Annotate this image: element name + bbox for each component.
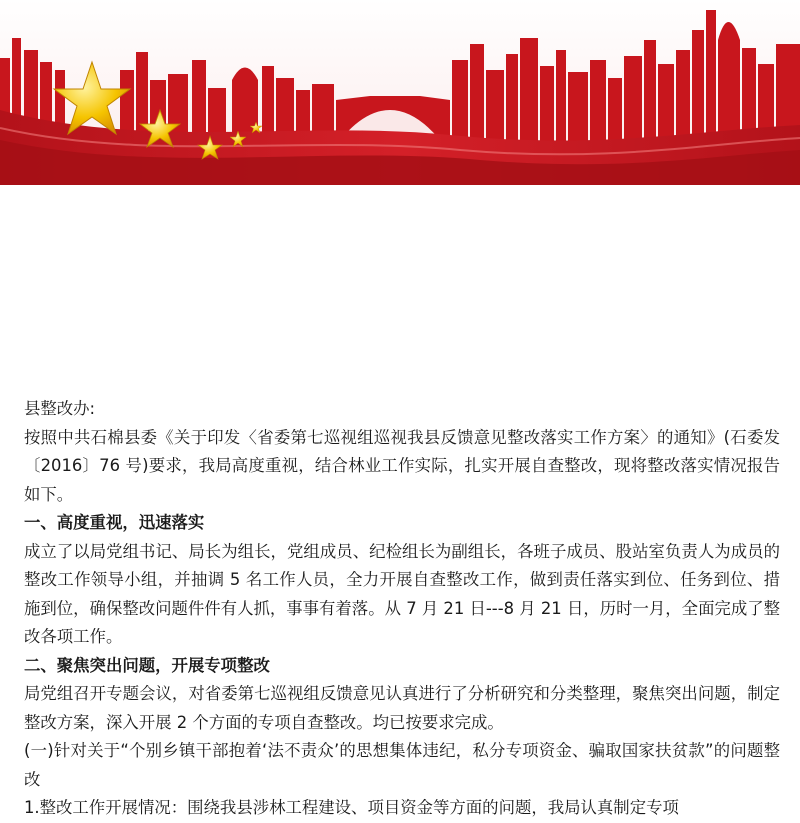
subsection-paragraph-1: (一)针对关于“个别乡镇干部抱着‘法不责众’的思想集体违纪，私分专项资金、骗取国家扶贫款”的问题整改 xyxy=(24,741,780,789)
section-paragraph-1: 成立了以局党组书记、局长为组长，党组成员、纪检组长为副组长，各班子成员、股站室负责人为成员的整改工作领导小组，并抽调 5 名工作人员，全力开展自查整改工作，做到责任落实到位、任务到位、措施到位，确保整改问题件件有人抓，事事有着落。从 7 月 21 日---8 月 21 日，历时一月，全面完成了整改各项工作。 xyxy=(24,541,781,646)
section-paragraph-2: 局党组召开专题会议，对省委第七巡视组反馈意见认真进行了分析研究和分类整理，聚焦突出问题，制定整改方案，深入开展 2 个方面的专项自查整改。均已按要求完成。 xyxy=(24,684,780,732)
section-heading-2: 二、聚焦突出问题，开展专项整改 xyxy=(24,655,270,675)
section-heading-1: 一、高度重视，迅速落实 xyxy=(24,513,205,532)
red-banner-header xyxy=(0,0,800,185)
document-body xyxy=(24,395,780,823)
city-skyline-illustration xyxy=(0,0,800,185)
intro-paragraph: 按照中共石棉县委《关于印发〈省委第七巡视组巡视我县反馈意见整改落实工作方案〉的通知》(石委发〔2016〕76 号)要求，我局高度重视，结合林业工作实际，扎实开展自查整改，现将整改落实情况报告如下。 xyxy=(24,427,780,504)
addressee-line: 县整改办: xyxy=(24,399,96,418)
item-paragraph-1: 1.整改工作开展情况：围绕我县涉林工程建设、项目资金等方面的问题，我局认真制定专项 xyxy=(24,798,679,817)
